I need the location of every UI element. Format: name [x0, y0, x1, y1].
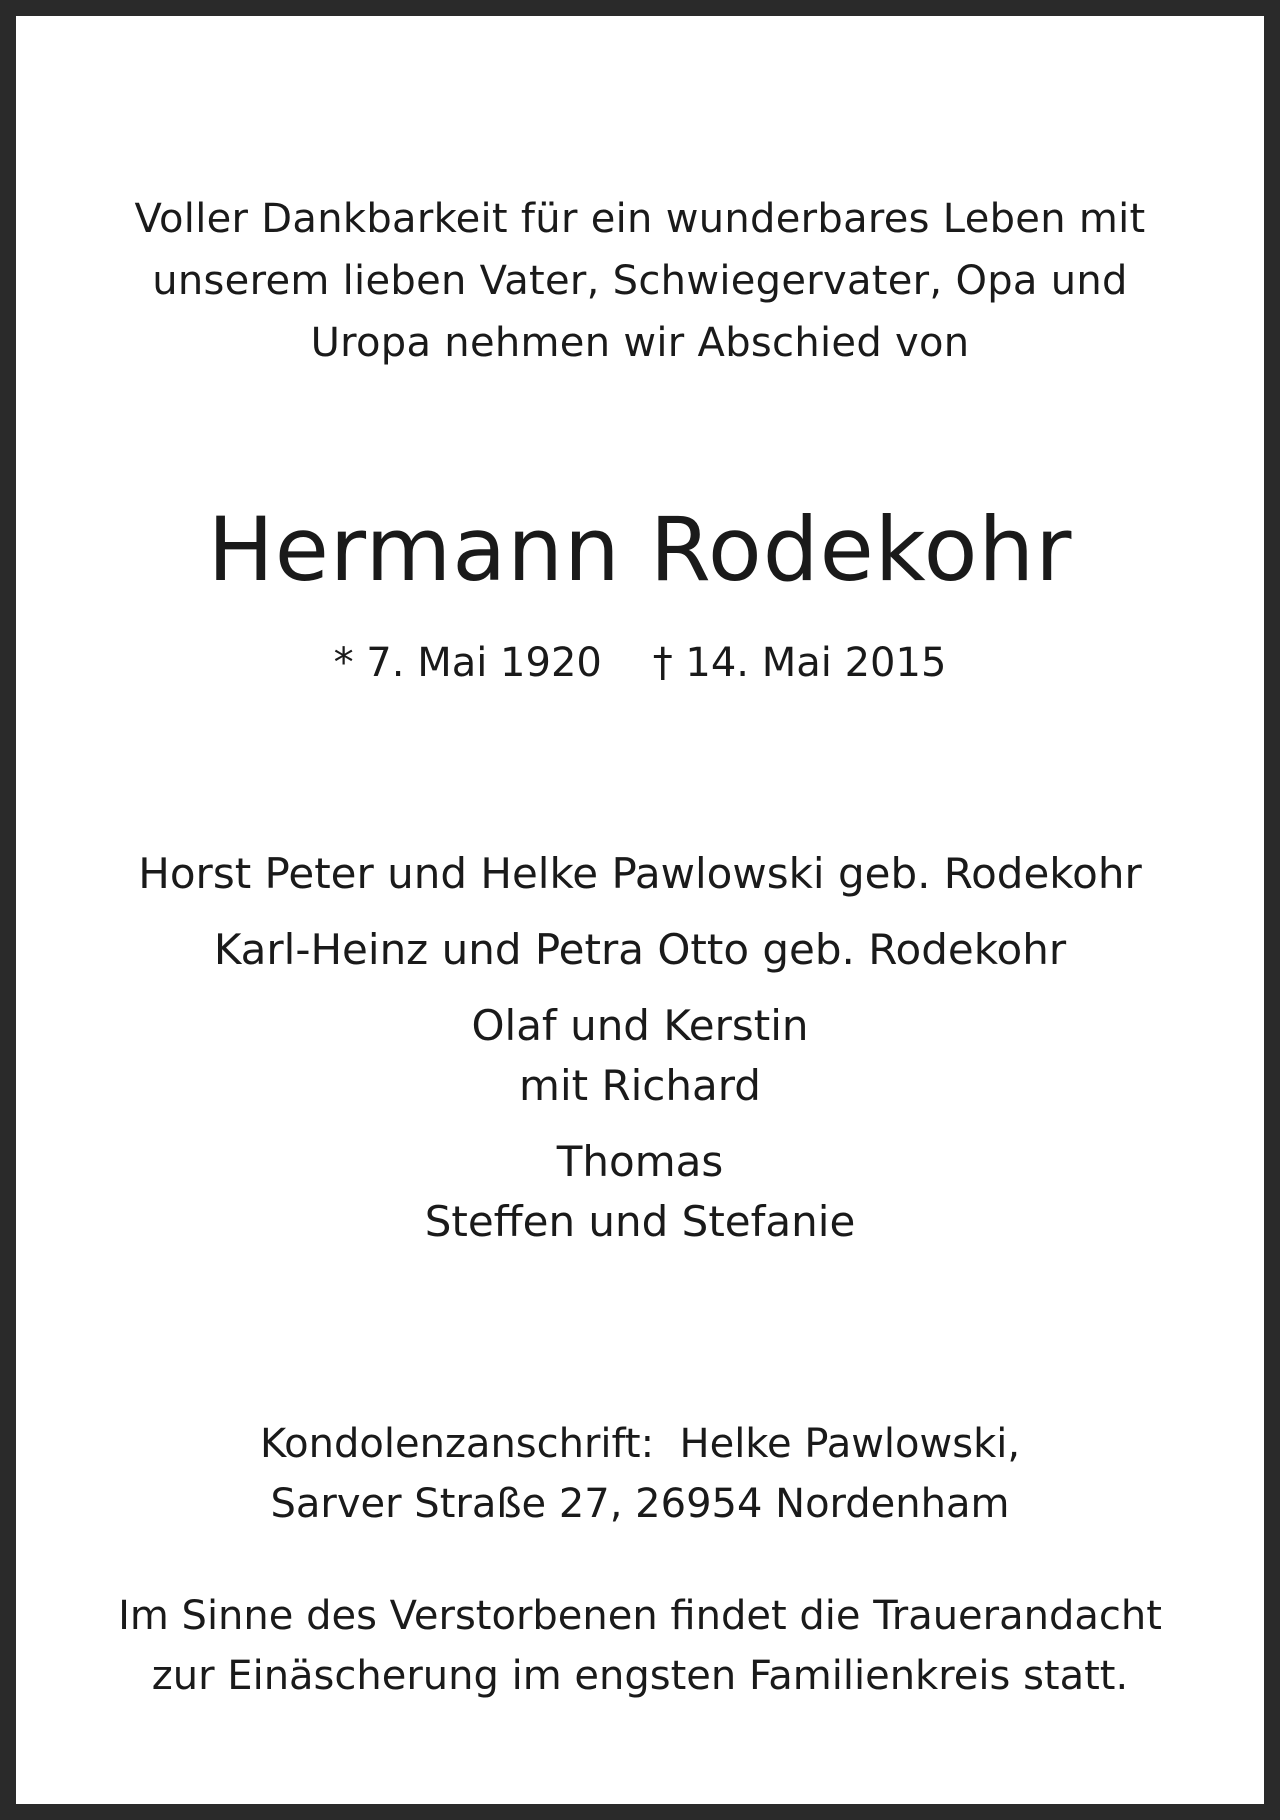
family-line: mit Richard	[519, 1061, 761, 1110]
family-line: Karl-Heinz und Petra Otto geb. Rodekohr	[213, 925, 1067, 974]
family-line: Steffen und Stefanie	[424, 1197, 856, 1246]
family-line: Olaf und Kerstin	[471, 1001, 809, 1050]
life-dates: * 7. Mai 1920 † 14. Mai 2015	[333, 640, 947, 686]
intro-line: Uropa nehmen wir Abschied von	[310, 320, 970, 366]
obituary-card	[16, 16, 1264, 1804]
family-group	[16, 996, 1264, 1116]
closing-line: zur Einäscherung im engsten Familienkreis statt.	[151, 1653, 1129, 1699]
family-line: Horst Peter und Helke Pawlowski geb. Rodekohr	[138, 849, 1142, 898]
family-group	[16, 844, 1264, 904]
closing-line: Im Sinne des Verstorbenen findet die Trauerandacht	[118, 1593, 1162, 1639]
condolence-address	[16, 1414, 1264, 1534]
family-group	[16, 1132, 1264, 1252]
address-line: Kondolenzanschrift: Helke Pawlowski,	[259, 1421, 1021, 1467]
deceased-name: Hermann Rodekohr	[207, 498, 1073, 601]
address-line: Sarver Straße 27, 26954 Nordenham	[270, 1481, 1010, 1527]
family-group	[16, 920, 1264, 980]
intro-line: Voller Dankbarkeit für ein wunderbares Leben mit	[134, 196, 1146, 242]
family-list	[16, 844, 1264, 1268]
intro-text	[16, 188, 1264, 374]
closing-note	[16, 1586, 1264, 1706]
intro-line: unserem lieben Vater, Schwiegervater, Opa und	[152, 258, 1128, 304]
family-line: Thomas	[556, 1137, 724, 1186]
